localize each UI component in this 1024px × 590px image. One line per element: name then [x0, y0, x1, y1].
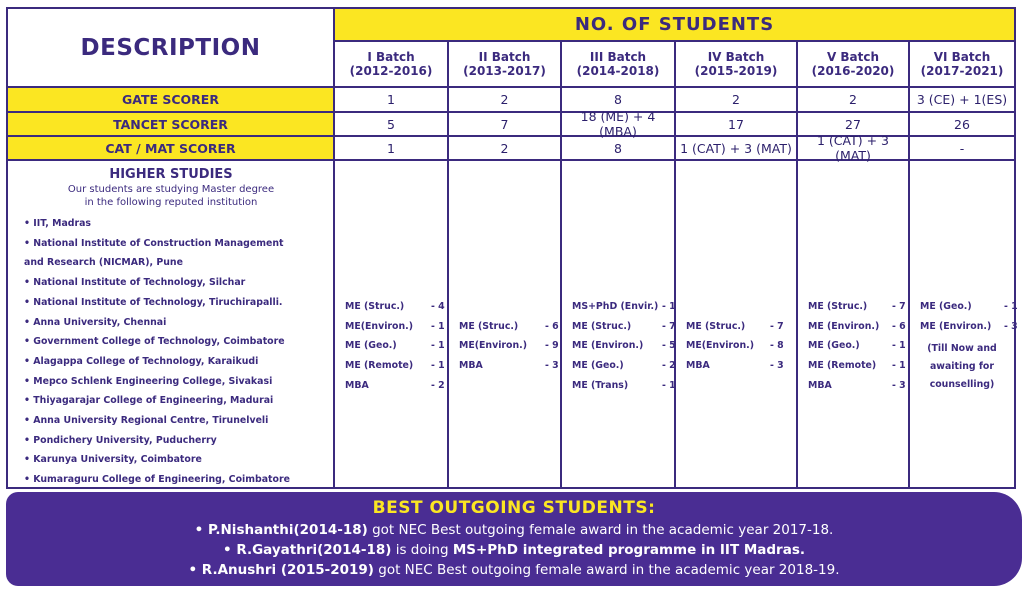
institution-item: • Mepco Schlenk Engineering College, Sivakasi: [24, 375, 273, 387]
banner-title: BEST OUTGOING STUDENTS:: [372, 498, 656, 518]
program-count: - 1: [431, 360, 445, 372]
higher-studies-batch-6: [910, 161, 1018, 487]
banner-line-2: [6, 542, 1022, 558]
program-name: ME (Geo.): [808, 340, 860, 352]
batch-name: III Batch: [589, 50, 647, 64]
program-name: ME(Environ.): [345, 320, 414, 332]
batch-years: (2017-2021): [920, 64, 1004, 78]
banner-line-3: [6, 562, 1022, 578]
row-value: 17: [728, 116, 744, 132]
no-of-students-title: NO. OF STUDENTS: [574, 14, 775, 35]
program-name: ME(Environ.): [459, 340, 528, 352]
banner-line-1-name: • P.Nishanthi(2014-18): [194, 522, 368, 538]
program-count: - 1: [892, 340, 906, 352]
batch-years: (2012-2016): [349, 64, 433, 78]
institution-item: • Pondichery University, Puducherry: [24, 434, 217, 446]
batch6-note-line: awaiting for: [929, 361, 994, 372]
row-value: 8: [614, 140, 622, 156]
higher-studies-batch-4: [676, 161, 798, 487]
program-name: ME (Struc.): [808, 301, 868, 312]
banner-line-2-name: • R.Gayathri(2014-18): [222, 542, 392, 558]
batch-header-1: [335, 42, 449, 88]
program-count: - 8: [770, 340, 784, 352]
row-value-cell: [562, 137, 676, 161]
program-name: ME (Struc.): [686, 320, 746, 332]
higher-studies-batch-3: [562, 161, 676, 487]
institution-item: • Kumaraguru College of Engineering, Coimbatore: [24, 474, 290, 486]
program-count: - 1: [1004, 301, 1018, 312]
higher-studies-subtitle: [8, 183, 334, 209]
batch-years: (2013-2017): [463, 64, 546, 78]
batch-header-text: [577, 50, 660, 78]
program-name: ME (Struc.): [572, 320, 632, 332]
batch-header-5: [798, 42, 910, 88]
program-count: - 2: [662, 360, 676, 372]
program-count: - 1: [662, 301, 676, 312]
institution-item: • Alagappa College of Technology, Karaikudi: [24, 355, 259, 367]
row-value: 2: [732, 92, 740, 107]
program-count: - 7: [892, 301, 906, 312]
row-value: 2: [500, 92, 509, 107]
best-outgoing-banner: [6, 492, 1022, 586]
program-count: - 1: [431, 340, 445, 352]
batch-name: I Batch: [367, 50, 415, 64]
batch-header-text: [463, 50, 546, 78]
batch-header-text: [695, 50, 778, 78]
row-value: 2: [500, 140, 509, 156]
program-count: - 2: [431, 379, 445, 391]
institution-item: • National Institute of Construction Management: [24, 237, 284, 249]
program-count: - 1: [892, 360, 906, 372]
higher-studies-cell: [8, 161, 335, 487]
row-value: 27: [845, 116, 861, 132]
banner-line-1-text: got NEC Best outgoing female award in the academic year 2017-18.: [367, 522, 834, 538]
institution-item: • Government College of Technology, Coimbatore: [24, 336, 285, 348]
program-name: MBA: [459, 360, 483, 372]
row-value-cell: [562, 109, 676, 139]
batch-header-3: [562, 42, 676, 88]
banner-line-3-text: got NEC Best outgoing female award in the academic year 2018-19.: [373, 562, 840, 578]
institution-item: • Anna University Regional Centre, Tirunelveli: [24, 415, 269, 426]
batch-years: (2014-2018): [576, 64, 660, 78]
institution-item: • National Institute of Technology, Tiruchirapalli.: [24, 296, 283, 308]
program-name: ME (Struc.): [459, 320, 519, 332]
row-value-cell: [449, 113, 562, 137]
institution-item: • IIT, Madras: [24, 218, 92, 229]
banner-line-3-name: • R.Anushri (2015-2019): [188, 562, 374, 578]
row-value: 18 (ME) + 4 (MBA): [580, 109, 656, 139]
row-value: 1: [387, 92, 395, 107]
students-table: [6, 7, 1016, 489]
row-value: 1: [387, 140, 395, 156]
row-value-cell: [798, 133, 910, 163]
program-name: ME (Remote): [345, 360, 414, 372]
program-name: ME(Environ.): [686, 340, 755, 352]
program-name: ME (Environ.): [808, 320, 880, 332]
higher-studies-subtitle-1: Our students are studying Master degree: [67, 184, 275, 195]
no-of-students-header: [335, 9, 1014, 42]
row-value-cell: [910, 88, 1014, 113]
row-value-cell: [449, 137, 562, 161]
row-value: -: [959, 140, 965, 156]
program-count: - 7: [662, 320, 676, 332]
batch-header-2: [449, 42, 562, 88]
row-label-3: [8, 137, 335, 161]
banner-line-2-highlight: MS+PhD integrated programme in IIT Madras.: [452, 542, 805, 558]
batch-name: V Batch: [826, 50, 880, 64]
batch-name: IV Batch: [707, 50, 765, 64]
row-value-cell: [335, 88, 449, 113]
institution-item: and Research (NICMAR), Pune: [24, 257, 183, 269]
program-name: MBA: [686, 360, 710, 372]
batch-header-text: [921, 50, 1004, 78]
batch-header-text: [812, 50, 895, 78]
batch-header-6: [910, 42, 1014, 88]
banner-line-1: [6, 522, 1022, 538]
program-name: MS+PhD (Envir.): [572, 301, 659, 312]
batch-years: (2016-2020): [811, 64, 895, 78]
program-count: - 3: [1004, 320, 1018, 332]
program-name: ME (Geo.): [572, 360, 624, 372]
batch6-note-line: (Till Now and: [927, 343, 997, 354]
row-value: 2: [849, 92, 857, 107]
banner-line-2-text: is doing: [391, 542, 453, 558]
batch-years: (2015-2019): [694, 64, 778, 78]
program-count: - 7: [770, 320, 784, 332]
program-count: - 6: [545, 320, 559, 332]
higher-studies-batch-5: [798, 161, 910, 487]
row-value: 7: [500, 116, 509, 132]
row-value: 5: [387, 116, 395, 132]
program-count: - 5: [662, 340, 676, 352]
row-value-cell: [335, 137, 449, 161]
program-count: - 9: [545, 340, 559, 352]
program-count: - 3: [770, 360, 784, 372]
program-count: - 4: [431, 301, 445, 312]
row-value: 3 (CE) + 1(ES): [916, 92, 1008, 107]
description-title: DESCRIPTION: [80, 34, 261, 61]
row-value-cell: [676, 88, 798, 113]
row-value-cell: [798, 88, 910, 113]
row-value-cell: [335, 113, 449, 137]
program-count: - 1: [431, 320, 445, 332]
program-count: - 6: [892, 320, 906, 332]
higher-studies-batch-2: [449, 161, 562, 487]
program-name: ME (Trans): [572, 379, 629, 391]
program-name: ME (Geo.): [920, 301, 972, 312]
program-name: ME (Geo.): [345, 340, 397, 352]
row-label-2: [8, 113, 335, 137]
higher-studies-batch-1: [335, 161, 449, 487]
institution-item: • Karunya University, Coimbatore: [24, 454, 202, 466]
program-count: - 3: [892, 379, 906, 391]
program-name: MBA: [808, 379, 832, 391]
institution-item: • National Institute of Technology, Silchar: [24, 277, 246, 289]
higher-studies-subtitle-2: in the following reputed institution: [84, 197, 258, 208]
row-value-cell: [676, 137, 798, 161]
row-value-cell: [910, 113, 1014, 137]
row-value-cell: [676, 113, 798, 137]
batch-name: VI Batch: [933, 50, 991, 64]
institution-item: • Anna University, Chennai: [24, 316, 167, 328]
institution-item: • Thiyagarajar College of Engineering, Madurai: [24, 395, 274, 407]
row-label-text: CAT / MAT SCORER: [105, 140, 236, 156]
description-header: [8, 9, 335, 88]
row-value-cell: [449, 88, 562, 113]
row-value: 8: [614, 92, 622, 107]
batch-header-4: [676, 42, 798, 88]
program-count: - 3: [545, 360, 559, 372]
batch-name: II Batch: [478, 50, 531, 64]
row-label-text: TANCET SCORER: [113, 116, 228, 132]
program-name: ME (Remote): [808, 360, 877, 372]
row-label-text: GATE SCORER: [122, 92, 219, 107]
program-name: ME (Environ.): [572, 340, 644, 352]
row-value-cell: [910, 137, 1014, 161]
program-name: ME (Struc.): [345, 301, 405, 312]
batch6-note-line: counselling): [929, 379, 995, 390]
row-value: 1 (CAT) + 3 (MAT): [817, 133, 889, 163]
row-value: 26: [954, 116, 970, 132]
row-value: 1 (CAT) + 3 (MAT): [680, 140, 792, 156]
program-name: MBA: [345, 379, 369, 391]
program-name: ME (Environ.): [920, 320, 992, 332]
program-count: - 1: [662, 379, 676, 391]
higher-studies-title: HIGHER STUDIES: [109, 167, 233, 182]
row-label-1: [8, 88, 335, 113]
batch-header-text: [350, 50, 433, 78]
